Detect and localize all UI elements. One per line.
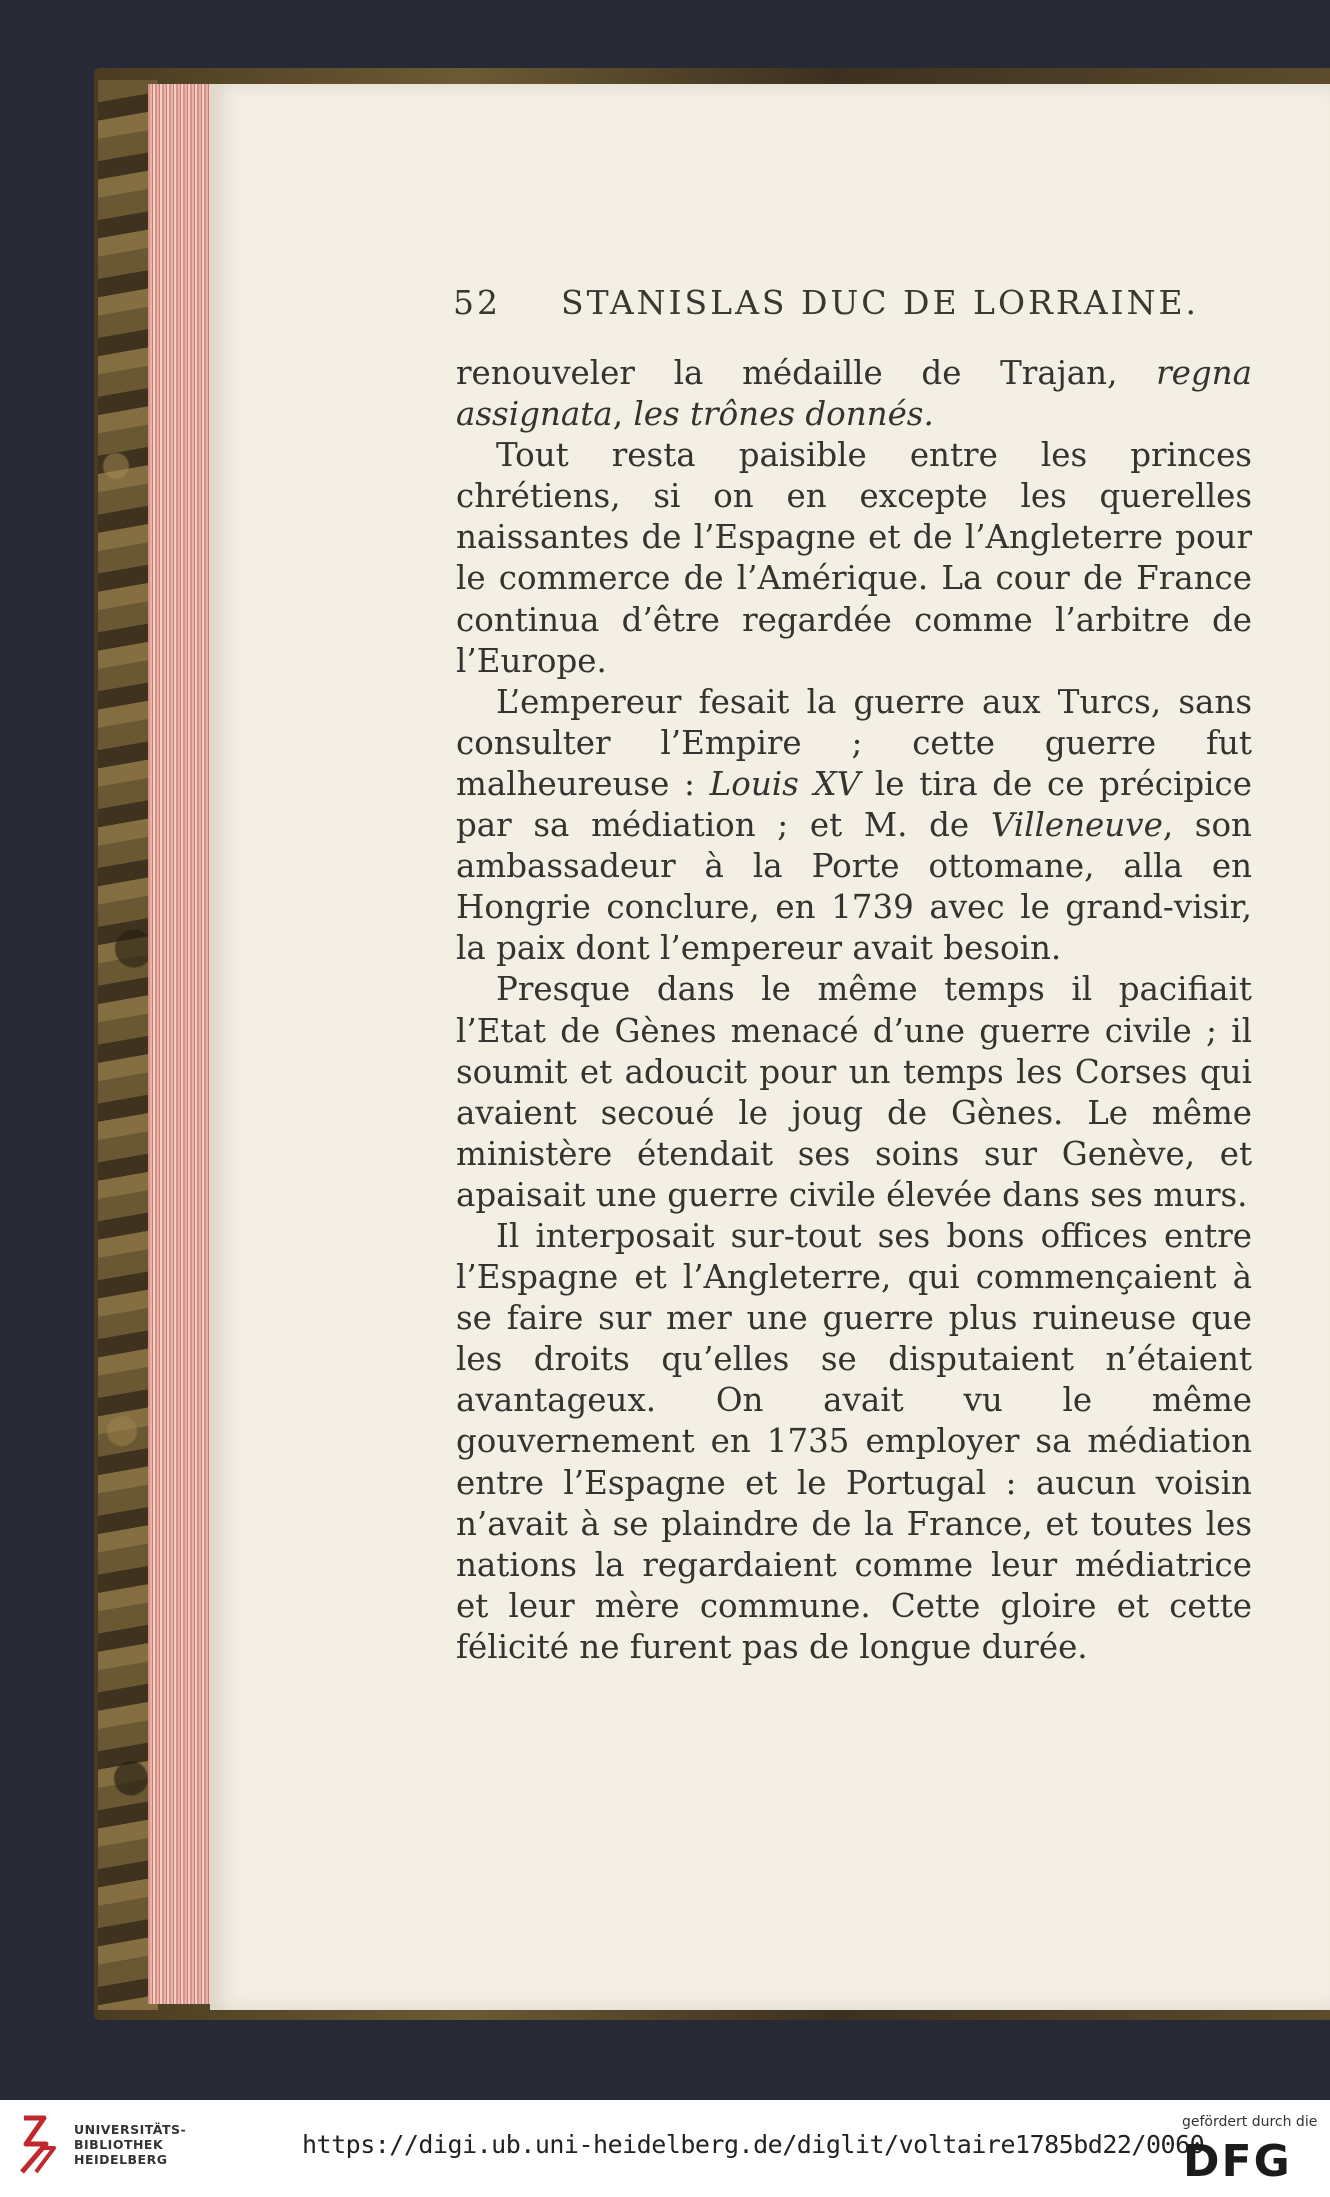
text-run: Presque dans le même temps il pacifiait l’Etat de Gènes menacé d’une guerre civile ; il soumit et adoucit pour un temps les Corses qui avaient secoué le joug de Gènes. Le même ministère étendait ses soins sur Genève, et apaisait une guerre civile élevée dans ses murs. <box>456 970 1252 1214</box>
page-number: 52 <box>453 283 501 322</box>
italic-text: Villeneuve <box>990 806 1163 845</box>
sponsor-caption: gefördert durch die <box>1182 2114 1318 2130</box>
text-run: L’empereur fesait la guerre aux Turcs, sans consulter l’Empire ; cette guerre fut malheureuse : <box>456 682 1252 803</box>
page-edges <box>148 84 218 2004</box>
text-run: Tout resta paisible entre les princes chrétiens, si on en excepte les querelles naissantes de l’Espagne et de l’Angleterre pour le commerce de l’Amérique. La cour de France continua d’être regardée comme l’arbitre de l’Europe. <box>456 436 1252 680</box>
paragraph <box>456 682 1252 970</box>
library-name-line: BIBLIOTHEK <box>74 2137 164 2152</box>
italic-text: Louis XV <box>709 764 861 803</box>
italic-text: les trônes donnés. <box>633 395 934 434</box>
italic-text: regna assignata <box>456 354 1252 434</box>
viewer-footer <box>0 2100 1330 2197</box>
page-header <box>453 283 1200 327</box>
text-run: , son ambassadeur à la Porte ottomane, alla en Hongrie conclure, en 1739 avec le grand-visir, la paix dont l’empereur avait besoin. <box>456 806 1252 968</box>
text-run: Il interposait sur-tout ses bons offices entre l’Espagne et l’Angleterre, qui commençaient à se faire sur mer une guerre plus ruineuse que les droits qu’elles se disputaient n’étaient avantageux. On avait vu le même gouvernement en 1735 employer sa médiation entre l’Espagne et le Portugal : aucun voisin n’avait à se plaindre de la France, et toutes les nations la regardaient comme leur médiatrice et leur mère commune. Cette gloire et cette félicité ne furent pas de longue durée. <box>456 1216 1252 1666</box>
running-title: STANISLAS DUC DE LORRAINE. <box>561 283 1200 322</box>
permalink-url[interactable]: https://digi.ub.uni-heidelberg.de/diglit/voltaire1785bd22/0060 <box>302 2130 1205 2159</box>
dfg-logo[interactable]: DFG <box>1183 2136 1292 2187</box>
library-logo-icon[interactable] <box>14 2114 60 2176</box>
paragraph <box>456 969 1252 1216</box>
library-name-line: HEIDELBERG <box>74 2152 168 2167</box>
text-run: renouveler la médaille de Trajan, <box>456 354 1157 392</box>
paragraph <box>456 435 1252 682</box>
body-text <box>456 353 1252 1668</box>
paragraph <box>456 353 1252 435</box>
text-run: , <box>612 395 634 434</box>
paragraph <box>456 1216 1252 1668</box>
text-run: le tira de ce précipice par sa médiation ; et M. de <box>456 764 1252 845</box>
library-name[interactable] <box>74 2122 186 2167</box>
library-name-line: UNIVERSITÄTS- <box>74 2122 187 2137</box>
